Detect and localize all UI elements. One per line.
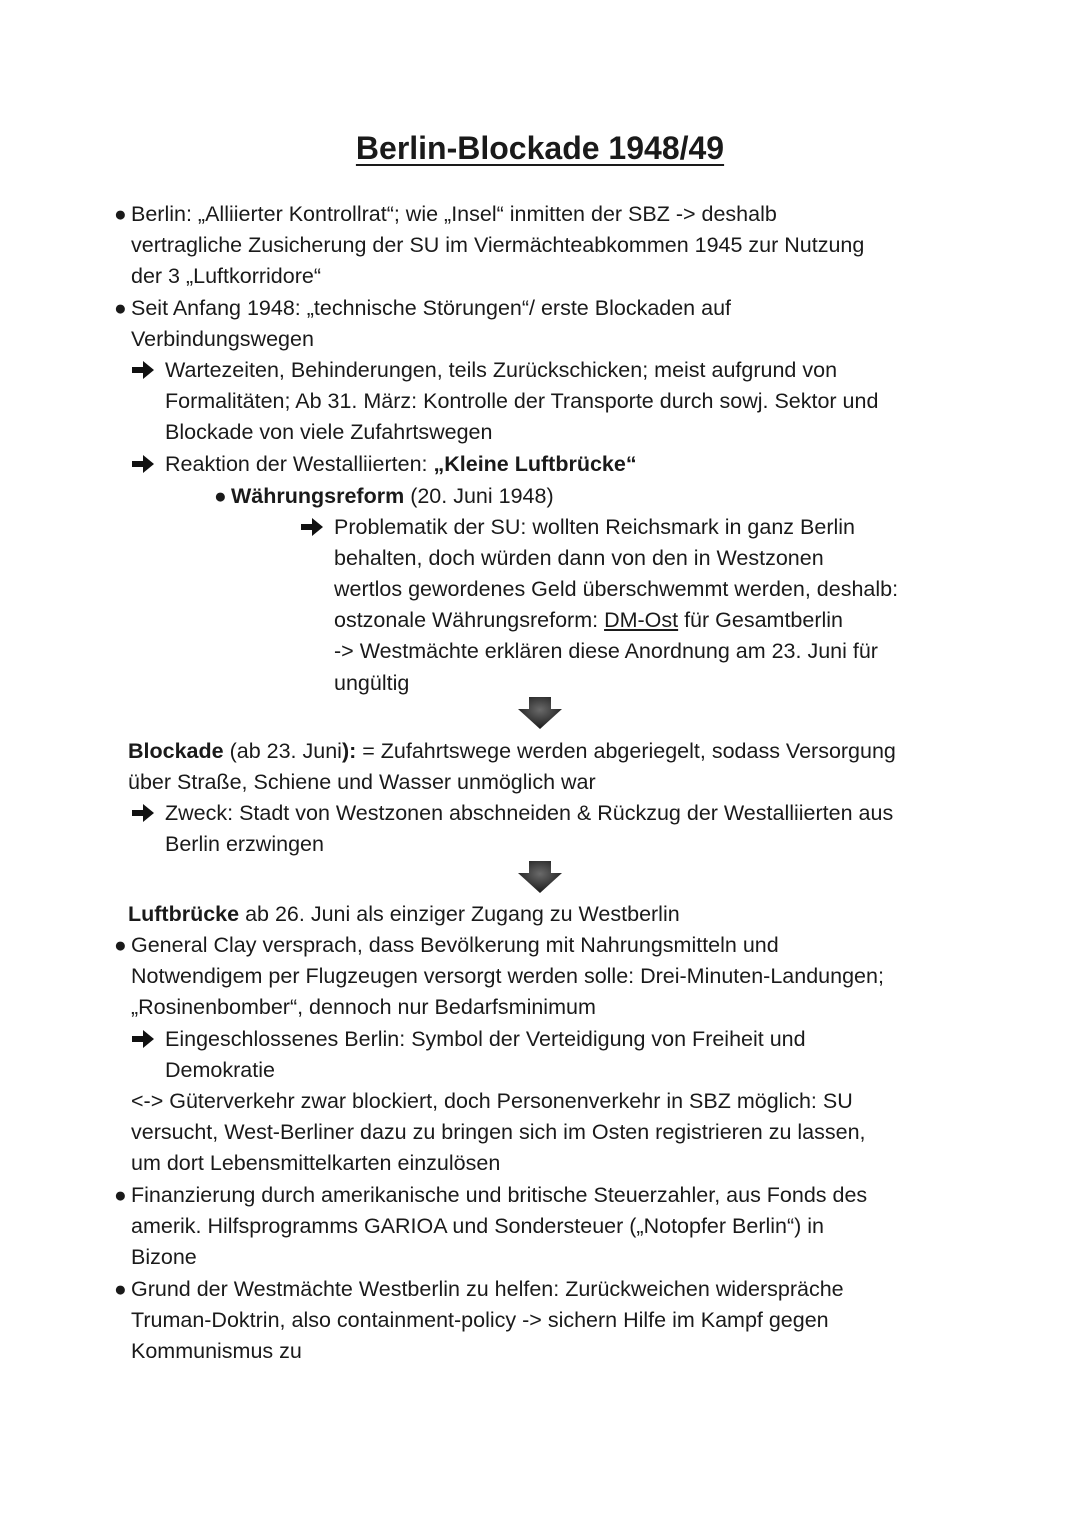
bullet-icon: ●	[114, 203, 127, 226]
arrow-3-line-3: wertlos gewordenes Geld überschwemmt werden, deshalb:	[334, 577, 899, 601]
bullet-4-line-3: Bizone	[131, 1245, 197, 1269]
arrow-3-line-5: -> Westmächte erklären diese Anordnung am 23. Juni für	[334, 639, 878, 663]
right-arrow-icon	[131, 355, 165, 386]
bullet-4-line-2: amerik. Hilfsprogramms GARIOA und Sondersteuer („Notopfer Berlin“) in	[131, 1214, 825, 1238]
bullet-5-line-3: Kommunismus zu	[131, 1339, 302, 1363]
down-arrow-icon	[517, 860, 563, 894]
luftbruecke-line: Luftbrücke ab 26. Juni als einziger Zugang zu Westberlin	[128, 902, 680, 926]
bullet-icon: ●	[114, 1184, 127, 1207]
arrow-3-line-2: behalten, doch würden dann von den in Westzonen	[334, 546, 824, 570]
contrast-line-2: versucht, West-Berliner dazu zu bringen sich im Osten registrieren zu lassen,	[131, 1120, 866, 1144]
arrow-4-line-2: Berlin erzwingen	[165, 832, 324, 856]
bullet-3-line-3: „Rosinenbomber“, dennoch nur Bedarfsminimum	[131, 995, 596, 1019]
blockade-line-2: über Straße, Schiene und Wasser unmöglich war	[128, 770, 596, 794]
bullet-1-line-2: vertragliche Zusicherung der SU im Viermächteabkommen 1945 zur Nutzung	[131, 233, 865, 257]
contrast-line-3: um dort Lebensmittelkarten einzulösen	[131, 1151, 501, 1175]
arrow-2-line: Reaktion der Westalliierten: „Kleine Luftbrücke“	[131, 449, 637, 480]
blockade-line-1: Blockade (ab 23. Juni): = Zufahrtswege werden abgeriegelt, sodass Versorgung	[128, 739, 896, 763]
arrow-3-line-1: Problematik der SU: wollten Reichsmark in ganz Berlin	[300, 512, 855, 543]
page-title: Berlin-Blockade 1948/49	[355, 130, 725, 166]
bullet-icon: ●	[114, 1278, 127, 1301]
bullet-1-line-3: der 3 „Luftkorridore“	[131, 264, 321, 288]
bullet-2-line-1: ● Seit Anfang 1948: „technische Störungen“/ erste Blockaden auf	[114, 293, 731, 324]
arrow-1-line-1: Wartezeiten, Behinderungen, teils Zurückschicken; meist aufgrund von	[131, 355, 837, 386]
bullet-3-line-2: Notwendigem per Flugzeugen versorgt werden solle: Drei-Minuten-Landungen;	[131, 964, 884, 988]
bullet-icon: ●	[214, 485, 227, 508]
arrow-1-line-2: Formalitäten; Ab 31. März: Kontrolle der Transporte durch sowj. Sektor und	[165, 389, 879, 413]
bullet-3-line-1: ● General Clay versprach, dass Bevölkerung mit Nahrungsmitteln und	[114, 930, 779, 961]
bullet-icon: ●	[114, 934, 127, 957]
waehrungsreform-line: ● Währungsreform (20. Juni 1948)	[214, 481, 554, 512]
right-arrow-icon	[131, 1024, 165, 1055]
dm-ost-term: DM-Ost	[604, 608, 679, 632]
right-arrow-icon	[131, 449, 165, 480]
arrow-5-line-2: Demokratie	[165, 1058, 275, 1082]
arrow-3-line-4: ostzonale Währungsreform: DM-Ost für Gesamtberlin	[334, 608, 844, 632]
bullet-5-line-1: ● Grund der Westmächte Westberlin zu helfen: Zurückweichen widerspräche	[114, 1274, 844, 1305]
right-arrow-icon	[131, 798, 165, 829]
arrow-5-line-1: Eingeschlossenes Berlin: Symbol der Verteidigung von Freiheit und	[131, 1024, 806, 1055]
down-arrow-icon	[517, 696, 563, 730]
bullet-1-line-1: ● Berlin: „Alliierter Kontrollrat“; wie „Insel“ inmitten der SBZ -> deshalb	[114, 199, 777, 230]
arrow-4-line-1: Zweck: Stadt von Westzonen abschneiden & Rückzug der Westalliierten aus	[131, 798, 893, 829]
arrow-1-line-3: Blockade von viele Zufahrtswegen	[165, 420, 493, 444]
bullet-5-line-2: Truman-Doktrin, also containment-policy -> sichern Hilfe im Kampf gegen	[131, 1308, 829, 1332]
contrast-line-1: <-> Güterverkehr zwar blockiert, doch Personenverkehr in SBZ möglich: SU	[131, 1089, 853, 1113]
bullet-icon: ●	[114, 297, 127, 320]
bullet-4-line-1: ● Finanzierung durch amerikanische und britische Steuerzahler, aus Fonds des	[114, 1180, 867, 1211]
bullet-2-line-2: Verbindungswegen	[131, 327, 314, 351]
arrow-3-line-6: ungültig	[334, 671, 410, 695]
right-arrow-icon	[300, 512, 334, 543]
